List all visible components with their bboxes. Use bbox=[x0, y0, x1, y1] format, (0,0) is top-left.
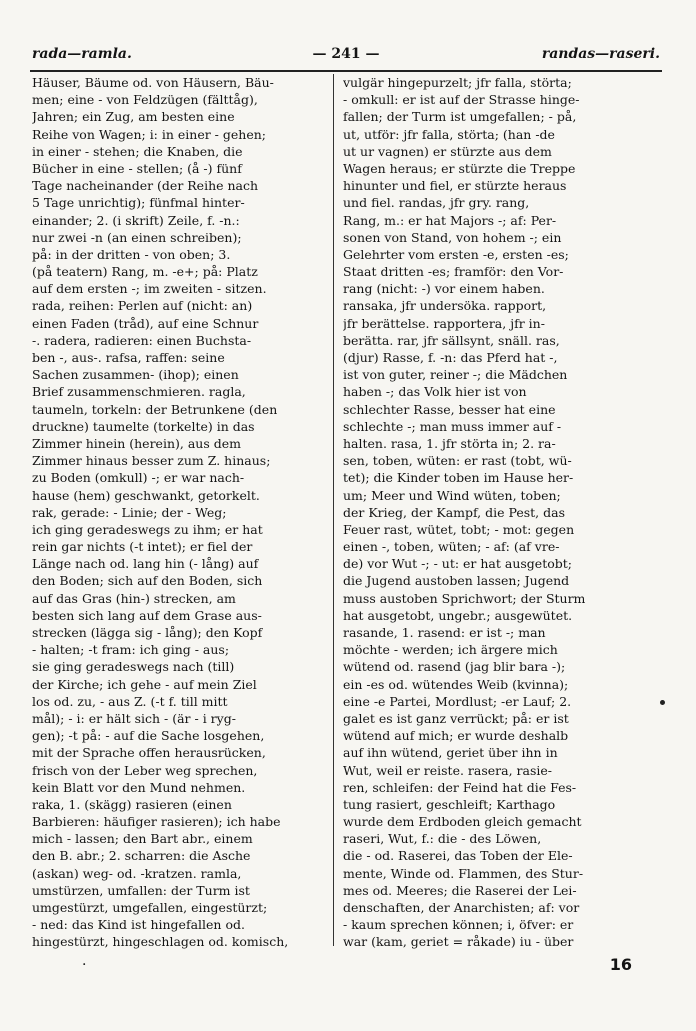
text-line: tung rasiert, geschleift; Karthago bbox=[343, 796, 556, 812]
left-column bbox=[32, 74, 330, 951]
text-line: sen, toben, wüten: er rast (tobt, wü- bbox=[343, 453, 572, 469]
text-line: der Kirche; ich gehe - auf mein Ziel bbox=[32, 676, 257, 692]
text-line: sonen von Stand, von hohem -; ein bbox=[343, 229, 562, 245]
text-line: kein Blatt vor den Mund nehmen. bbox=[32, 779, 246, 795]
text-line: berätta. rar, jfr sällsynt, snäll. ras, bbox=[343, 332, 560, 348]
text-line: (på teatern) Rang, m. -e+; på: Platz bbox=[32, 264, 258, 280]
text-line: fallen; der Turm ist umgefallen; - på, bbox=[343, 109, 577, 125]
text-line: rang (nicht: -) vor einem haben. bbox=[343, 281, 545, 297]
footer-dot: · bbox=[82, 957, 87, 973]
footer bbox=[32, 955, 644, 977]
text-line: Wagen heraus; er stürzte die Treppe bbox=[343, 160, 576, 176]
text-line: ransaka, jfr undersöka. rapport, bbox=[343, 298, 547, 314]
text-line: denschaften, der Anarchisten; af: vor bbox=[343, 900, 580, 915]
text-line: mente, Winde od. Flammen, des Stur- bbox=[343, 865, 584, 881]
header-rule bbox=[30, 70, 662, 72]
text-line: ren, schleifen: der Feind hat die Fes- bbox=[343, 779, 577, 795]
text-line: ist von guter, reiner -; die Mädchen bbox=[343, 367, 568, 383]
text-line: Häuser, Bäume od. von Häusern, Bäu- bbox=[32, 75, 274, 90]
text-line: Staat dritten -es; framför: den Vor- bbox=[343, 264, 564, 280]
text-line: taumeln, torkeln: der Betrunkene (den bbox=[32, 401, 278, 417]
text-line: einander; 2. (i skrift) Zeile, f. -n.: bbox=[32, 212, 240, 228]
text-line: auf das Gras (hin-) strecken, am bbox=[32, 590, 236, 606]
margin-mark bbox=[660, 700, 665, 705]
text-line: umgestürzt, umgefallen, eingestürzt; bbox=[32, 900, 268, 915]
text-line: - omkull: er ist auf der Strasse hinge- bbox=[343, 92, 580, 108]
text-line: Länge nach od. lang hin (- lång) auf bbox=[32, 556, 259, 572]
text-line: rada, reihen: Perlen auf (nicht: an) bbox=[32, 298, 253, 314]
text-line: die Jugend austoben lassen; Jugend bbox=[343, 573, 570, 589]
text-line: wütend auf mich; er wurde deshalb bbox=[343, 728, 569, 744]
text-line: auf ihn wütend, geriet über ihn in bbox=[343, 745, 558, 761]
text-line: auf dem ersten -; im zweiten - sitzen. bbox=[32, 281, 267, 297]
text-line: 5 Tage unrichtig); fünfmal hinter- bbox=[32, 195, 245, 211]
text-line: rasande, 1. rasend: er ist -; man bbox=[343, 625, 546, 640]
text-line: um; Meer und Wind wüten, toben; bbox=[343, 487, 561, 503]
text-line: mit der Sprache offen herausrücken, bbox=[32, 745, 266, 761]
text-line: (askan) weg- od. -kratzen. ramla, bbox=[32, 865, 242, 881]
text-line: Jahren; ein Zug, am besten eine bbox=[32, 109, 235, 125]
signature-number: 16 bbox=[609, 955, 632, 974]
text-line: wütend od. rasend (jag blir bara -); bbox=[343, 659, 566, 675]
text-line: schlechter Rasse, besser hat eine bbox=[343, 401, 556, 417]
text-line: Tage nacheinander (der Reihe nach bbox=[32, 178, 259, 194]
header-left-guide-words: rada—ramla. bbox=[32, 46, 132, 62]
text-line: halten. rasa, 1. jfr störta in; 2. ra- bbox=[343, 435, 556, 451]
text-line: vulgär hingepurzelt; jfr falla, störta; bbox=[343, 75, 572, 90]
text-line: und fiel. randas, jfr gry. rang, bbox=[343, 195, 530, 211]
text-line: hinunter und fiel, er stürzte heraus bbox=[343, 178, 567, 194]
text-line: der Krieg, der Kampf, die Pest, das bbox=[343, 504, 565, 520]
text-line: ut, utför: jfr falla, störta; (han -de bbox=[343, 126, 555, 142]
text-line: möchte - werden; ich ärgere mich bbox=[343, 642, 558, 658]
text-line: mes od. Meeres; die Raserei der Lei- bbox=[343, 882, 577, 898]
text-line: Bücher in eine - stellen; (å -) fünf bbox=[32, 160, 242, 176]
text-line: strecken (lägga sig - lång); den Kopf bbox=[32, 625, 263, 640]
text-line: gen); -t på: - auf die Sache losgehen, bbox=[32, 728, 265, 744]
text-line: Sachen zusammen- (ihop); einen bbox=[32, 367, 239, 383]
running-header bbox=[32, 44, 660, 68]
text-line: einen Faden (tråd), auf eine Schnur bbox=[32, 315, 259, 331]
text-line: jfr berättelse. rapportera, jfr in- bbox=[343, 315, 545, 331]
header-right-guide-words: randas—raseri. bbox=[541, 46, 660, 62]
text-line: frisch von der Leber weg sprechen, bbox=[32, 762, 258, 778]
text-line: besten sich lang auf dem Grase aus- bbox=[32, 607, 262, 623]
text-line: Brief zusammenschmieren. ragla, bbox=[32, 384, 246, 400]
text-line: men; eine - von Feldzügen (fälttåg), bbox=[32, 92, 258, 108]
text-line: muss austoben Sprichwort; der Sturm bbox=[343, 590, 586, 606]
text-line: umstürzen, umfallen: der Turm ist bbox=[32, 882, 250, 898]
text-line: war (kam, geriet = råkade) iu - über bbox=[343, 934, 574, 950]
text-line: på: in der dritten - von oben; 3. bbox=[32, 246, 231, 262]
text-line: wurde dem Erdboden gleich gemacht bbox=[343, 814, 582, 830]
header-page-number: — 241 — bbox=[312, 46, 380, 62]
text-line: de) vor Wut -; - ut: er hat ausgetobt; bbox=[343, 556, 572, 572]
text-line: rak, gerade: - Linie; der - Weg; bbox=[32, 504, 227, 520]
text-line: hause (hem) geschwankt, getorkelt. bbox=[32, 487, 260, 503]
text-line: Feuer rast, wütet, tobt; - mot: gegen bbox=[343, 521, 575, 537]
text-line: druckne) taumelte (torkelte) in das bbox=[32, 418, 255, 434]
text-line: Barbieren: häufiger rasieren); ich habe bbox=[32, 814, 281, 830]
text-line: Zimmer hinein (herein), aus dem bbox=[32, 435, 241, 451]
text-line: den Boden; sich auf den Boden, sich bbox=[32, 573, 263, 589]
text-line: - halten; -t fram: ich ging - aus; bbox=[32, 642, 230, 658]
text-line: Rang, m.: er hat Majors -; af: Per- bbox=[343, 212, 557, 228]
text-line: Gelehrter vom ersten -e, ersten -es; bbox=[343, 246, 569, 262]
text-line: (djur) Rasse, f. -n: das Pferd hat -, bbox=[343, 350, 558, 365]
text-line: -. radera, radieren: einen Buchsta- bbox=[32, 332, 252, 348]
text-line: - kaum sprechen können; i, öfver: er bbox=[343, 917, 574, 933]
right-column bbox=[343, 74, 643, 951]
text-line: zu Boden (omkull) -; er war nach- bbox=[32, 470, 245, 486]
text-line: galet es ist ganz verrückt; på: er ist bbox=[343, 710, 569, 726]
text-line: - ned: das Kind ist hingefallen od. bbox=[32, 917, 245, 933]
text-line: die - od. Raserei, das Toben der Ele- bbox=[343, 848, 573, 864]
text-line: mich - lassen; den Bart abr., einem bbox=[32, 831, 253, 847]
text-line: eine -e Partei, Mordlust; -er Lauf; 2. bbox=[343, 693, 572, 709]
text-line: ben -, aus-. rafsa, raffen: seine bbox=[32, 350, 225, 365]
text-line: Wut, weil er reiste. rasera, rasie- bbox=[343, 762, 553, 778]
text-line: ein -es od. wütendes Weib (kvinna); bbox=[343, 676, 569, 692]
text-line: in einer - stehen; die Knaben, die bbox=[32, 143, 243, 159]
text-line: einen -, toben, wüten; - af: (af vre- bbox=[343, 539, 560, 555]
text-line: raseri, Wut, f.: die - des Löwen, bbox=[343, 831, 542, 847]
column-divider bbox=[333, 74, 334, 946]
text-line: los od. zu, - aus Z. (-t f. till mitt bbox=[32, 693, 228, 709]
text-line: hingestürzt, hingeschlagen od. komisch, bbox=[32, 934, 289, 950]
text-line: sie ging geradeswegs nach (till) bbox=[32, 659, 235, 675]
text-line: raka, 1. (skägg) rasieren (einen bbox=[32, 796, 232, 812]
text-line: den B. abr.; 2. scharren: die Asche bbox=[32, 848, 251, 864]
text-line: schlechte -; man muss immer auf - bbox=[343, 418, 562, 434]
text-line: tet); die Kinder toben im Hause her- bbox=[343, 470, 574, 486]
text-line: hat ausgetobt, ungebr.; ausgewütet. bbox=[343, 607, 573, 623]
text-line: Zimmer hinaus besser zum Z. hinaus; bbox=[32, 453, 271, 469]
text-line: haben -; das Volk hier ist von bbox=[343, 384, 527, 400]
text-line: nur zwei -n (an einen schreiben); bbox=[32, 229, 242, 245]
text-line: mål); - i: er hält sich - (är - i ryg- bbox=[32, 710, 236, 726]
text-line: ut ur vagnen) er stürzte aus dem bbox=[343, 143, 552, 159]
text-line: rein gar nichts (-t intet); er fiel der bbox=[32, 539, 253, 555]
text-line: Reihe von Wagen; i: in einer - gehen; bbox=[32, 126, 266, 142]
text-line: ich ging geradeswegs zu ihm; er hat bbox=[32, 521, 263, 537]
